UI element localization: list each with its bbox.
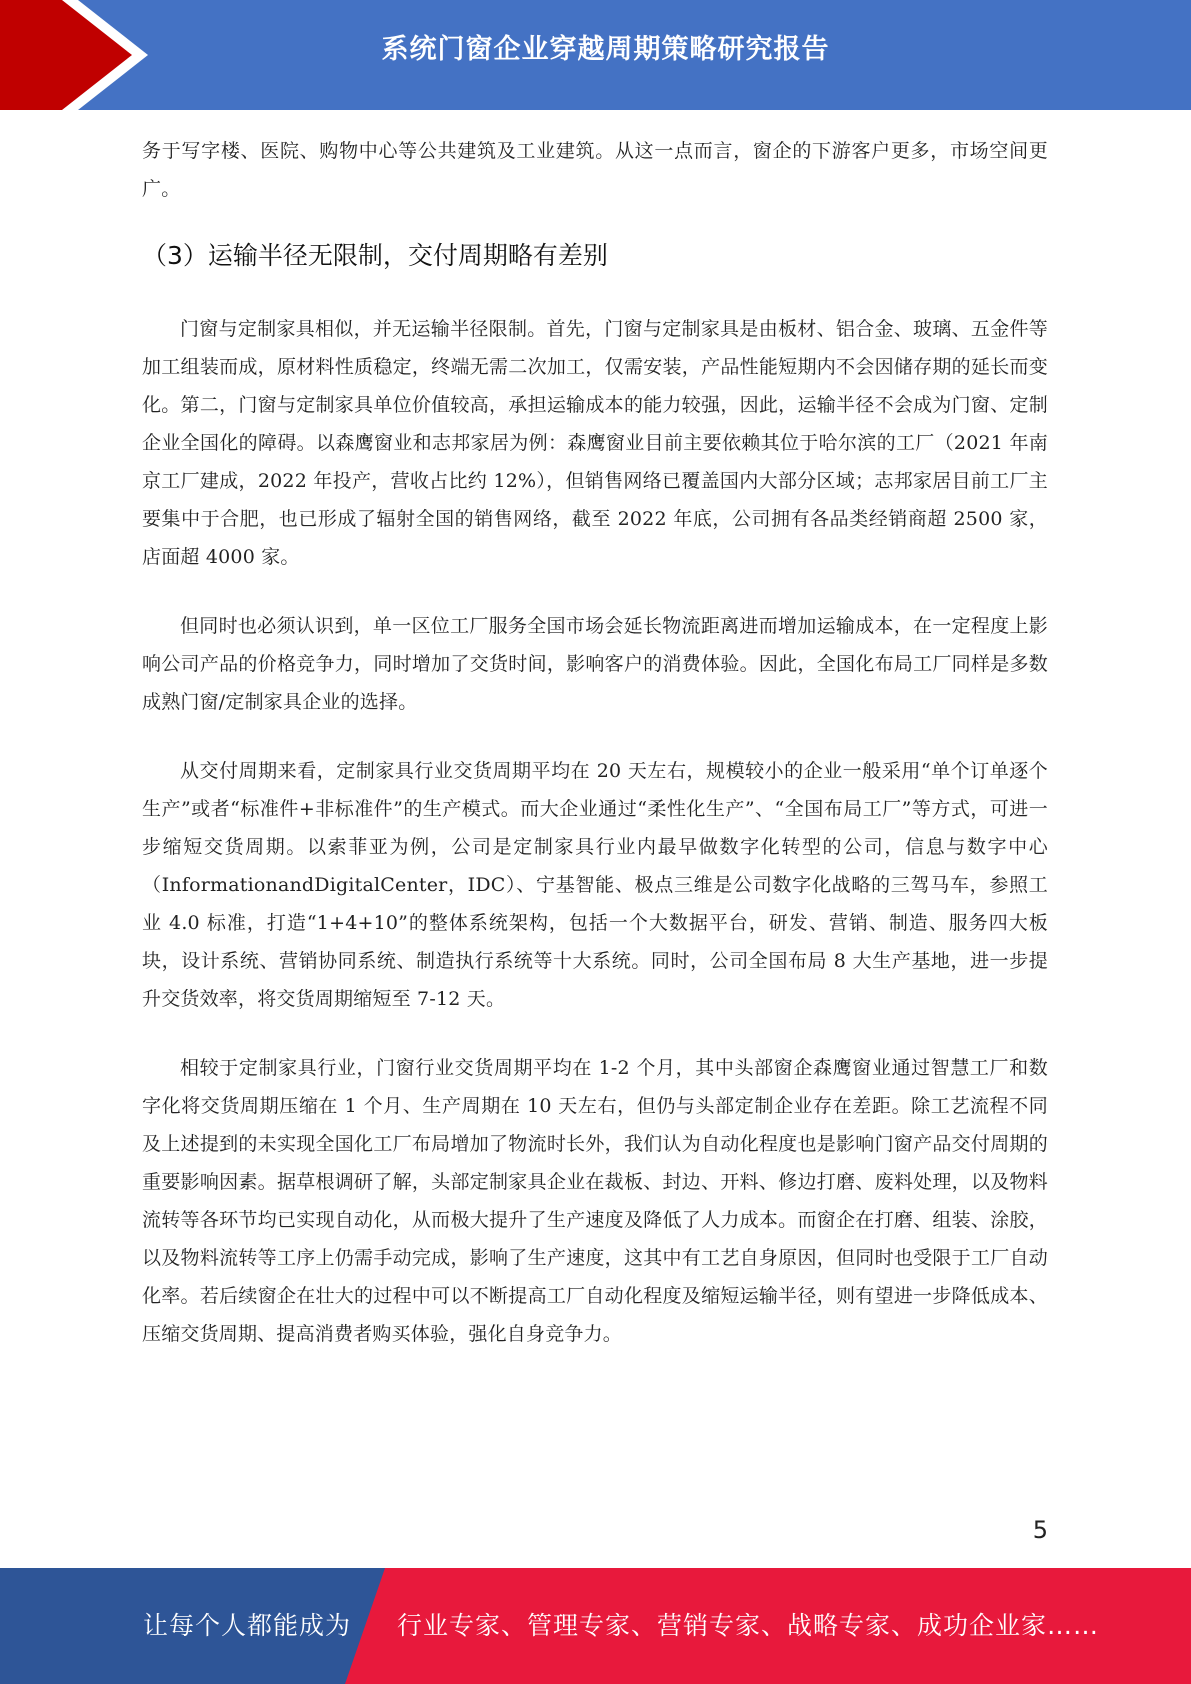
footer-slogan-right: 行业专家、管理专家、营销专家、战略专家、成功企业家…… xyxy=(397,1611,1100,1640)
report-title: 系统门窗企业穿越周期策略研究报告 xyxy=(381,34,830,65)
intro-paragraph: 务于写字楼、医院、购物中心等公共建筑及工业建筑。从这一点而言，窗企的下游客户更多，市场空间更广。 xyxy=(142,140,1048,200)
page-header xyxy=(0,0,1191,110)
paragraph-3: 从交付周期来看，定制家具行业交货周期平均在 20 天左右，规模较小的企业一般采用“单个订单逐个生产”或者“标准件+非标准件”的生产模式。而大企业通过“柔性化生产”、“全国布局工厂”等方式，可进一步缩短交货周期。以索菲亚为例，公司是定制家具行业内最早做数字化转型的公司，信息与数字中心（InformationandDigitalCenter，IDC）、宁基智能、极点三维是公司数字化战略的三驾马车，参照工业 4.0 标准，打造“1+4+10”的整体系统架构，包括一个大数据平台，研发、营销、制造、服务四大板块，设计系统、营销协同系统、制造执行系统等十大系统。同时，公司全国布局 8 大生产基地，进一步提升交货效率，将交货周期缩短至 7-12 天。 xyxy=(142,760,1048,1010)
paragraph-2: 但同时也必须认识到，单一区位工厂服务全国市场会延长物流距离进而增加运输成本，在一定程度上影响公司产品的价格竞争力，同时增加了交货时间，影响客户的消费体验。因此，全国化布局工厂同样是多数成熟门窗/定制家具企业的选择。 xyxy=(142,615,1048,713)
paragraph-4: 相较于定制家具行业，门窗行业交货周期平均在 1-2 个月，其中头部窗企森鹰窗业通过智慧工厂和数字化将交货周期压缩在 1 个月、生产周期在 10 天左右，但仍与头部定制企业存在差距。除工艺流程不同及上述提到的未实现全国化工厂布局增加了物流时长外，我们认为自动化程度也是影响门窗产品交付周期的重要影响因素。据草根调研了解，头部定制家具企业在裁板、封边、开料、修边打磨、废料处理，以及物料流转等各环节均已实现自动化，从而极大提升了生产速度及降低了人力成本。而窗企在打磨、组装、涂胶，以及物料流转等工序上仍需手动完成，影响了生产速度，这其中有工艺自身原因，但同时也受限于工厂自动化率。若后续窗企在壮大的过程中可以不断提高工厂自动化程度及缩短运输半径，则有望进一步降低成本、压缩交货周期、提高消费者购买体验，强化自身竞争力。 xyxy=(142,1057,1048,1345)
footer-slogan-left: 让每个人都能成为 xyxy=(143,1611,352,1640)
page-number: 5 xyxy=(1032,1516,1048,1544)
section-heading: （3）运输半径无限制，交付周期略有差别 xyxy=(142,241,608,270)
document-body xyxy=(142,132,1048,1353)
paragraph-1: 门窗与定制家具相似，并无运输半径限制。首先，门窗与定制家具是由板材、铝合金、玻璃、五金件等加工组装而成，原材料性质稳定，终端无需二次加工，仅需安装，产品性能短期内不会因储存期的延长而变化。第二，门窗与定制家具单位价值较高，承担运输成本的能力较强，因此，运输半径不会成为门窗、定制企业全国化的障碍。以森鹰窗业和志邦家居为例：森鹰窗业目前主要依赖其位于哈尔滨的工厂（2021 年南京工厂建成，2022 年投产，营收占比约 12%），但销售网络已覆盖国内大部分区域；志邦家居目前工厂主要集中于合肥，也已形成了辐射全国的销售网络，截至 2022 年底，公司拥有各品类经销商超 2500 家，店面超 4000 家。 xyxy=(142,318,1048,568)
page-footer xyxy=(0,1568,1191,1684)
